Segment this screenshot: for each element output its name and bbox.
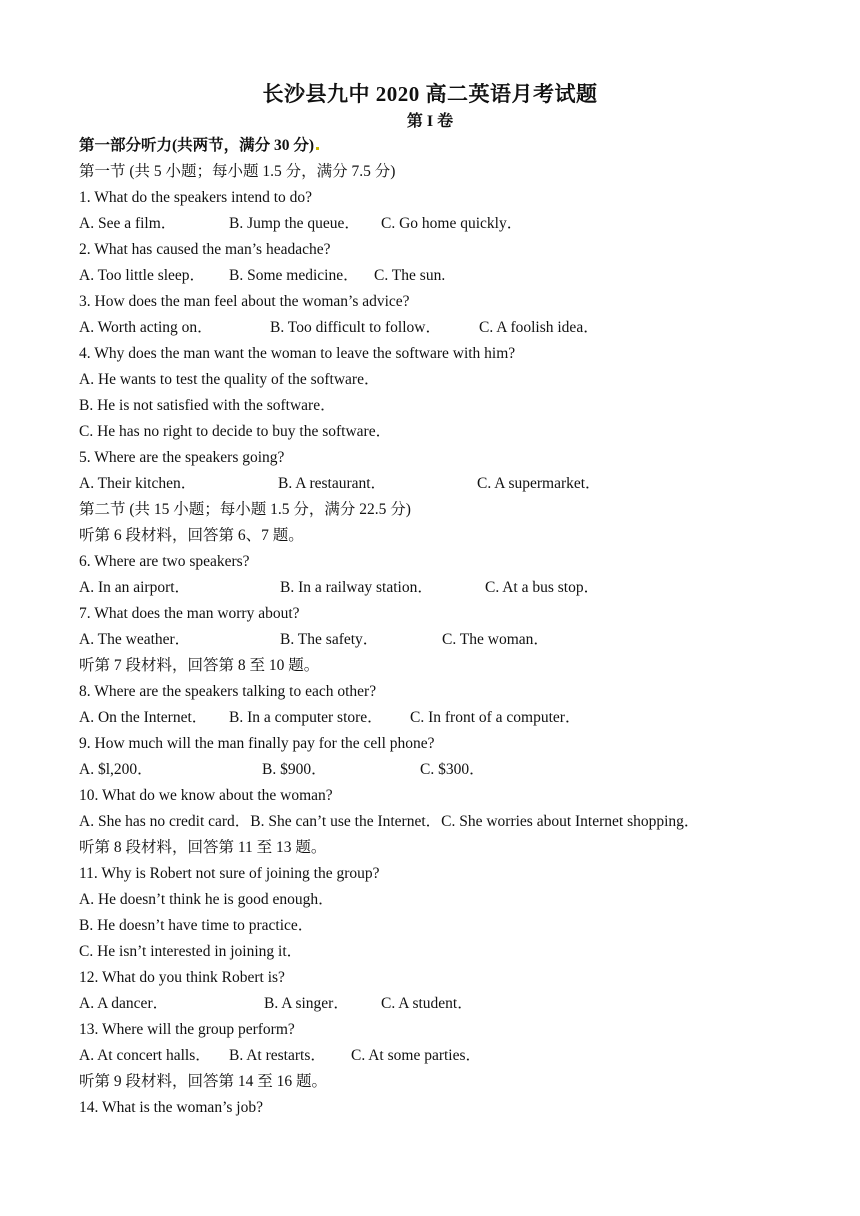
option-b: B. Too difficult to follow． bbox=[270, 319, 441, 336]
question: 11. Why is Robert not sure of joining the group? bbox=[79, 865, 380, 882]
option-c: C. At a bus stop． bbox=[485, 579, 600, 596]
question: 9. How much will the man finally pay for the cell phone? bbox=[79, 735, 435, 752]
option-a: A. $l,200． bbox=[79, 761, 153, 778]
option-a: A. Worth acting on． bbox=[79, 319, 213, 336]
option-c: C. He has no right to decide to buy the software． bbox=[79, 423, 392, 440]
option-b: B. A restaurant． bbox=[278, 475, 387, 492]
question: 4. Why does the man want the woman to leave the software with him? bbox=[79, 345, 516, 362]
material-instruction: 听第 6 段材料，回答第 6、7 题。 bbox=[79, 527, 304, 544]
option-b: B. He is not satisfied with the software． bbox=[79, 397, 336, 414]
option-a: A. The weather． bbox=[79, 631, 191, 648]
option-b: B. In a railway station． bbox=[280, 579, 433, 596]
option-a: A. Their kitchen． bbox=[79, 475, 197, 492]
option-b: B. He doesn’t have time to practice． bbox=[79, 917, 314, 934]
option-a: A. A dancer． bbox=[79, 995, 169, 1012]
material-instruction: 听第 9 段材料，回答第 14 至 16 题。 bbox=[79, 1073, 328, 1090]
option-a: A. On the Internet． bbox=[79, 709, 208, 726]
page-title: 长沙县九中 2020 高二英语月考试题 bbox=[262, 82, 598, 106]
material-instruction: 听第 8 段材料，回答第 11 至 13 题。 bbox=[79, 839, 327, 856]
option-c: C. The woman． bbox=[442, 631, 549, 648]
option-b: B. Jump the queue． bbox=[229, 215, 360, 232]
option-b: B. A singer． bbox=[264, 995, 349, 1012]
part-heading bbox=[79, 136, 319, 156]
question: 14. What is the woman’s job? bbox=[79, 1099, 263, 1116]
option-c: C. At some parties． bbox=[351, 1047, 482, 1064]
option-c: C. He isn’t interested in joining it． bbox=[79, 943, 303, 960]
option-a: A. Too little sleep． bbox=[79, 267, 206, 284]
option-b: B. $900． bbox=[262, 761, 327, 778]
material-instruction: 听第 7 段材料，回答第 8 至 10 题。 bbox=[79, 657, 320, 674]
question: 8. Where are the speakers talking to each other? bbox=[79, 683, 377, 700]
option-a: A. At concert halls． bbox=[79, 1047, 211, 1064]
options-row: A. She has no credit card．B. She can’t use the Internet．C. She worries about Internet shopping． bbox=[79, 813, 700, 830]
option-b: B. At restarts． bbox=[229, 1047, 326, 1064]
option-b: B. Some medicine． bbox=[229, 267, 359, 284]
option-a: A. He doesn’t think he is good enough． bbox=[79, 891, 334, 908]
option-b: B. In a computer store． bbox=[229, 709, 383, 726]
volume-label: 第 I 卷 bbox=[406, 113, 454, 130]
option-c: C. In front of a computer． bbox=[410, 709, 581, 726]
option-a: A. He wants to test the quality of the software． bbox=[79, 371, 380, 388]
option-c: C. A foolish idea． bbox=[479, 319, 599, 336]
question: 12. What do you think Robert is? bbox=[79, 969, 285, 986]
option-b: B. The safety． bbox=[280, 631, 379, 648]
section-heading: 第一节 (共 5 小题；每小题 1.5 分，满分 7.5 分) bbox=[79, 163, 396, 180]
question: 1. What do the speakers intend to do? bbox=[79, 189, 313, 206]
question: 10. What do we know about the woman? bbox=[79, 787, 333, 804]
question: 3. How does the man feel about the woman’s advice? bbox=[79, 293, 410, 310]
option-c: C. The sun. bbox=[374, 267, 446, 284]
question: 7. What does the man worry about? bbox=[79, 605, 300, 622]
question: 6. Where are two speakers? bbox=[79, 553, 250, 570]
part-heading-text: 第一部分听力(共两节，满分 30 分) bbox=[79, 137, 315, 154]
section-heading: 第二节 (共 15 小题；每小题 1.5 分，满分 22.5 分) bbox=[79, 501, 411, 518]
stray-mark bbox=[316, 147, 319, 150]
question: 2. What has caused the man’s headache? bbox=[79, 241, 331, 258]
option-c: C. A supermarket． bbox=[477, 475, 601, 492]
option-c: C. $300． bbox=[420, 761, 485, 778]
option-c: C. A student． bbox=[381, 995, 473, 1012]
option-c: C. Go home quickly． bbox=[381, 215, 523, 232]
option-a: A. In an airport． bbox=[79, 579, 191, 596]
question: 13. Where will the group perform? bbox=[79, 1021, 295, 1038]
question: 5. Where are the speakers going? bbox=[79, 449, 285, 466]
option-a: A. See a film． bbox=[79, 215, 177, 232]
